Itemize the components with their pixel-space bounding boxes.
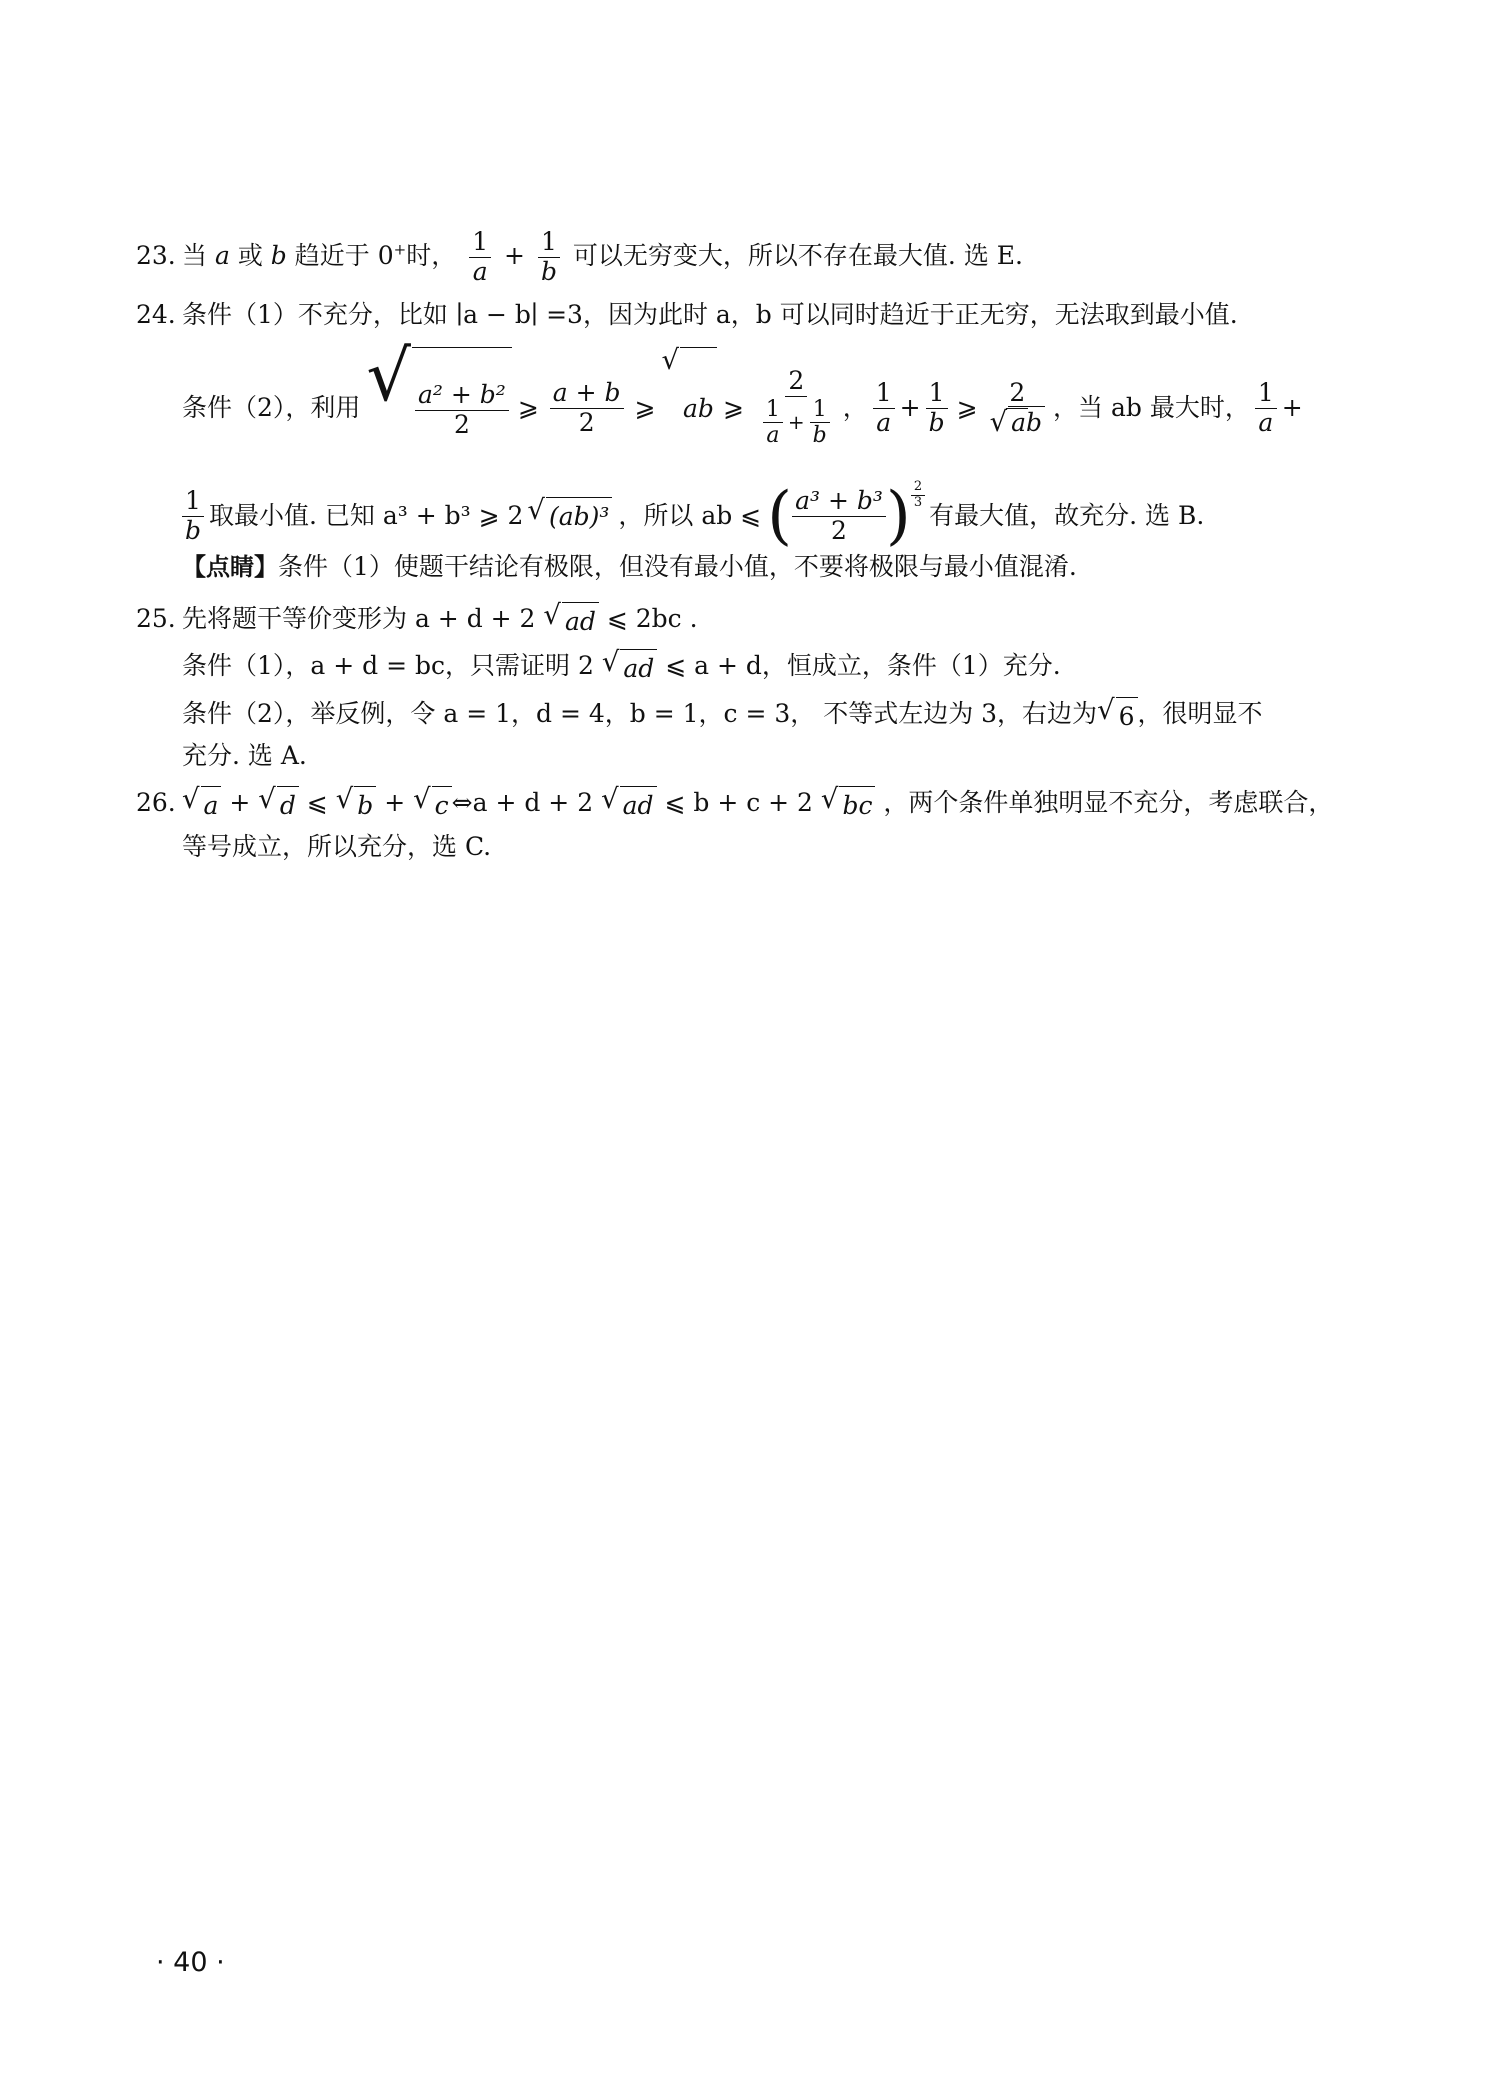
q26-line-1: 26. √ a + √ d ⩽ √ b + √ c ⇔a + d + 2 √ ad ⩽ b + c + 2 √ bc ，两个条件单独明显不充分，考虑联合， [136, 785, 1333, 824]
q23-line: 23. 当 a 或 b 趋近于 0+时， $\frac{1}{a}$ + $\frac{1}{b}$ 可以无穷变大，所以不存在最大值. 选 E. [136, 227, 1023, 286]
page-number: · 40 · [156, 1947, 225, 1978]
q24-inequality-chain: 条件（2），利用 √ $\frac{\text{a² + b²}}{2}$ ⩾ $\frac{a + b}{2}$ ⩾ √ ab ⩾ 2 $\frac{1}{a}$ + $\frac{1}{b}$ ， $\frac{1}{a}$ + $\frac{1}{b}$ ⩾ $\frac{2}{√ ab}$ ，当 ab 最大时， $\frac{1}{a}$ + [182, 348, 1303, 468]
q25-line-1: 25. 先将题干等价变形为 a + d + 2 √ ad ⩽ 2bc . [136, 601, 698, 640]
q24-tip: 【点睛】条件（1）使题干结论有极限，但没有最小值，不要将极限与最小值混淆. [182, 552, 1077, 581]
q25-number: 25. [136, 604, 176, 633]
q23-number: 23. [136, 240, 176, 270]
q24-line-1: 24. 条件（1）不充分，比如 ∣a − b∣ =3，因为此时 a，b 可以同时趋近于正无穷，无法取到最小值. [136, 297, 1238, 333]
q24-arith-mean: $\frac{a + b}{2}$ [550, 379, 624, 438]
q24-line-3: $\frac{1}{b}$ 取最小值. 已知 a³ + b³ ⩾ 2 √ (ab)³ ，所以 ab ⩽ ( $\frac{\text{a³ + b³}}{2}$ ) $\frac{2}{3}$ 有最大值，故充分. 选 B. [182, 476, 1204, 556]
q25-line-2: 条件（1），a + d = bc，只需证明 2 √ ad ⩽ a + d，恒成立，条件（1）充分. [182, 648, 1061, 687]
q26-line-2: 等号成立，所以充分，选 C. [182, 832, 492, 861]
q23-frac-1-over-b: $\frac{1}{b}$ [538, 228, 560, 287]
q25-line-4: 充分. 选 A. [182, 741, 307, 770]
q26-number: 26. [136, 788, 176, 817]
tip-label: 【点睛】 [182, 553, 278, 581]
q23-frac-1-over-a: $\frac{1}{a}$ [469, 228, 491, 287]
q24-sqrt-mean: √ $\frac{\text{a² + b²}}{2}$ [366, 347, 511, 469]
q24-geo-mean: √ ab [661, 347, 716, 469]
q24-number: 24. [136, 300, 176, 329]
q25-line-3: 条件（2），举反例，令 a = 1，d = 4，b = 1，c = 3， 不等式左边为 3，右边为 √ 6 ，很明显不 [182, 696, 1263, 735]
q24-harmonic-mean: 2 $\frac{1}{a}$ + $\frac{1}{b}$ [755, 367, 838, 448]
